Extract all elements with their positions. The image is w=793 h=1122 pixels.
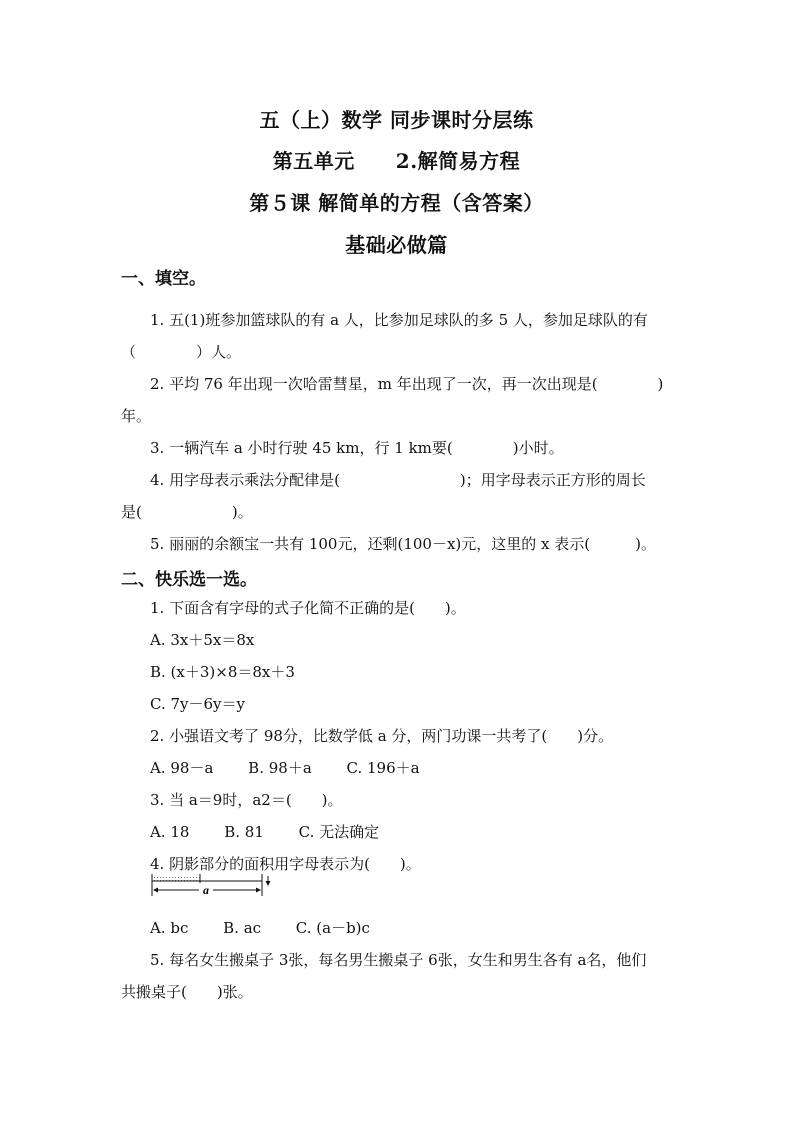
choice-q2: 2. 小强语文考了 98分，比数学低 a 分，两门功课一共考了( )分。	[150, 727, 614, 745]
fill-q1-line2: （ ）人。	[121, 343, 242, 361]
choice-q2-options: A. 98－a B. 98＋a C. 196＋a	[150, 759, 420, 777]
fill-q1-line1: 1. 五(1)班参加篮球队的有 a 人，比参加足球队的多 5 人，参加足球队的有	[150, 311, 648, 329]
choice-q1-option-a: A. 3x＋5x＝8x	[150, 631, 255, 649]
fill-q4-line1: 4. 用字母表示乘法分配律是( )；用字母表示正方形的周长	[150, 471, 646, 489]
section-choice-heading: 二、快乐选一选。	[121, 570, 257, 590]
section-fill-blank-heading: 一、填空。	[121, 269, 206, 289]
choice-q3: 3. 当 a＝9时，a2＝( )。	[150, 791, 343, 809]
choice-q3-options: A. 18 B. 81 C. 无法确定	[150, 823, 380, 841]
choice-q5-line1: 5. 每名女生搬桌子 3张，每名男生搬桌子 6张，女生和男生各有 a名，他们	[150, 951, 647, 969]
fill-q2-line1: 2. 平均 76 年出现一次哈雷彗星，m 年出现了一次，再一次出现是( )	[150, 375, 664, 393]
choice-q1-option-b: B. (x＋3)×8＝8x＋3	[150, 663, 295, 681]
level-title: 基础必做篇	[345, 233, 448, 257]
choice-q1: 1. 下面含有字母的式子化简不正确的是( )。	[150, 599, 466, 617]
shaded-area-figure	[151, 874, 276, 898]
unit-title: 第五单元 2.解简易方程	[272, 149, 521, 173]
choice-q5-line2: 共搬桌子( )张。	[121, 983, 253, 1001]
fill-q2-line2: 年。	[121, 407, 152, 425]
fill-q3: 3. 一辆汽车 a 小时行驶 45 km，行 1 km要( )小时。	[150, 439, 564, 457]
fill-q4-line2: 是( )。	[121, 503, 253, 521]
fill-q5: 5. 丽丽的余额宝一共有 100元，还剩(100－x)元，这里的 x 表示( )。	[150, 535, 656, 553]
choice-q1-option-c: C. 7y－6y＝y	[150, 695, 245, 713]
choice-q4: 4. 阴影部分的面积用字母表示为( )。	[150, 855, 421, 873]
worksheet-title: 五（上）数学 同步课时分层练	[259, 108, 534, 132]
figure-label-a: a	[203, 883, 209, 897]
shaded-strip	[152, 876, 200, 881]
choice-q4-options: A. bc B. ac C. (a－b)c	[150, 919, 370, 937]
lesson-title: 第５课 解简单的方程（含答案）	[249, 191, 544, 215]
